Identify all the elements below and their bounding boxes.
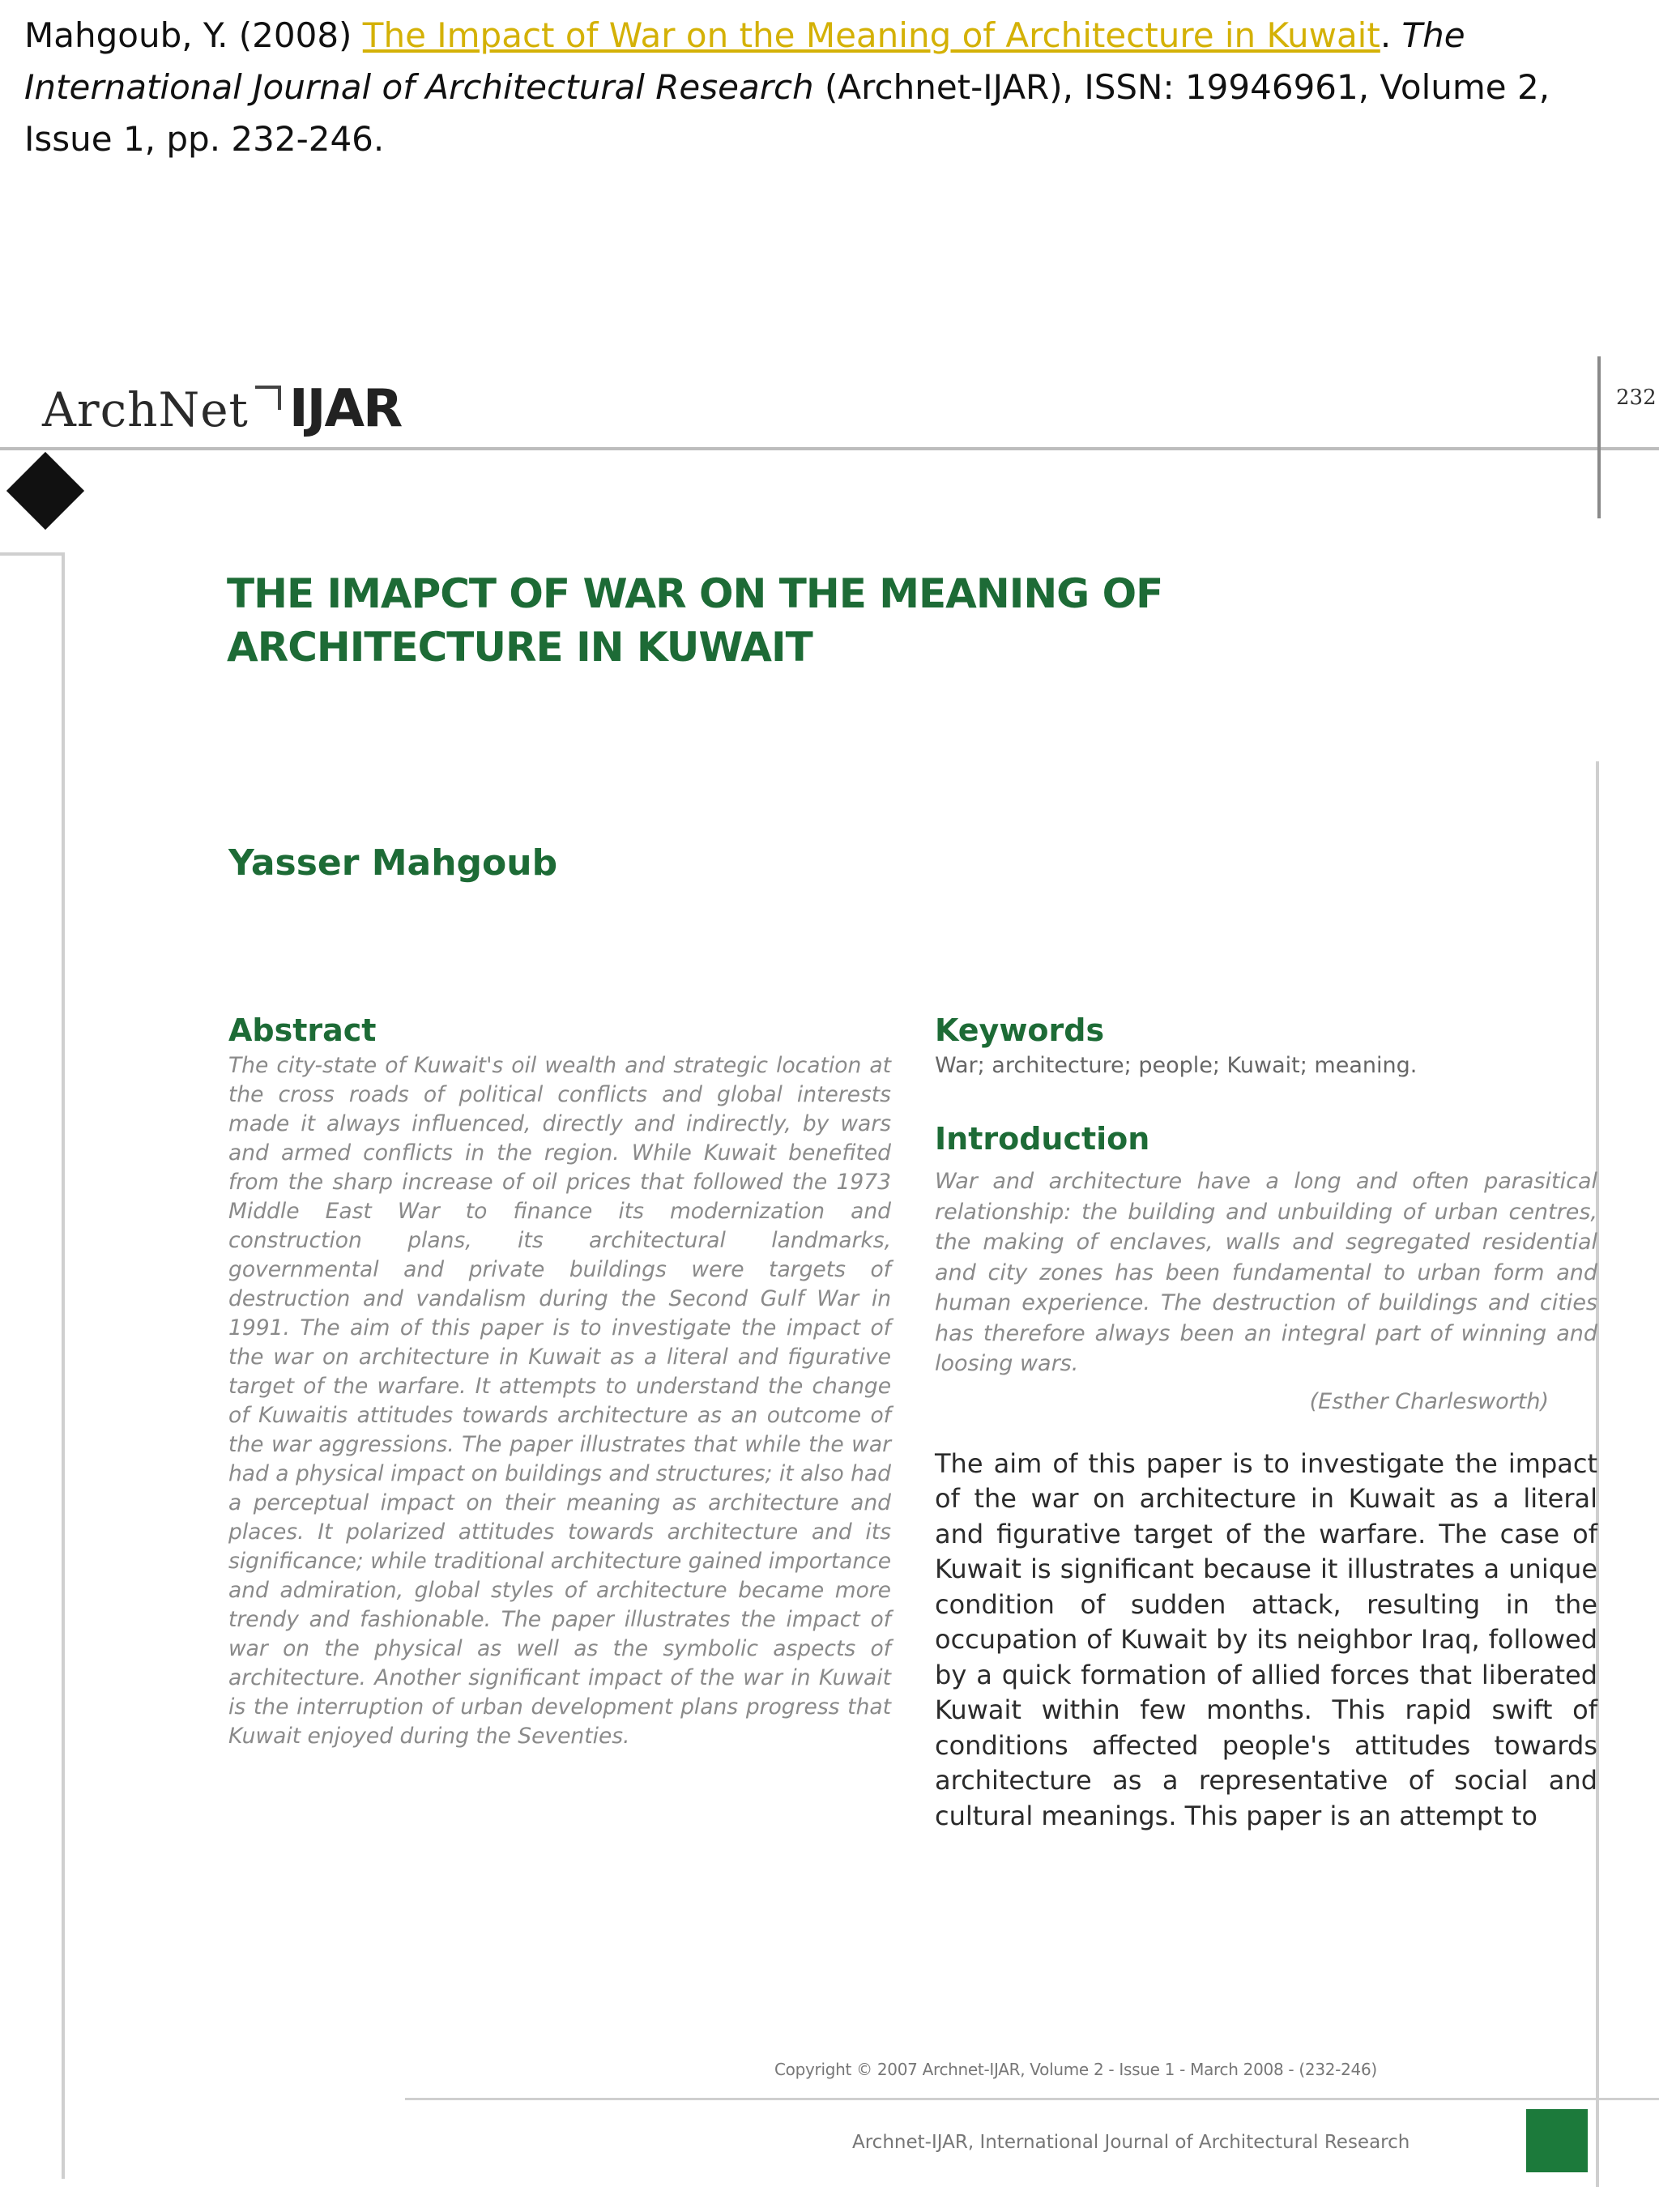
logo-ijar-text: IJAR <box>288 379 402 439</box>
keywords-text: War; architecture; people; Kuwait; meaning. <box>935 1053 1418 1078</box>
logo-bracket-icon <box>255 386 281 410</box>
left-frame-border <box>0 552 65 2179</box>
right-column <box>935 1012 1597 1834</box>
header-rule <box>0 447 1659 450</box>
intro-quote: War and architecture have a long and often parasitical relationship: the building and unbuilding of urban centres, the making of enclaves, walls and segregated residential and city zones has been fundamental to urban form and human experience. The destruction of buildings and cities has therefore always been an integral part of winning and loosing wars. <box>935 1169 1597 1376</box>
quote-attribution: (Esther Charlesworth) <box>1309 1388 1549 1414</box>
diamond-ornament-icon <box>6 452 84 530</box>
journal-logo <box>42 379 401 439</box>
introduction-body: The aim of this paper is to investigate the impact of the war on architecture in Kuwait as a literal and figurative target of the warfare. The case of Kuwait is significant because it illustrates a unique condition of sudden attack, resulting in the occupation of Kuwait by its neighbor Iraq, followed by a quick formation of allied forces that liberated Kuwait within few months. This rapid swift of conditions affected people's attitudes towards architecture as a representative of social and cultural meanings. This paper is an attempt to <box>935 1447 1597 1831</box>
citation-separator: . <box>1380 15 1402 55</box>
abstract-column <box>228 1012 891 1751</box>
copyright-line: Copyright © 2007 Archnet-IJAR, Volume 2 - Issue 1 - March 2008 - (232-246) <box>774 2060 1377 2079</box>
paper-author: Yasser Mahgoub <box>228 842 558 884</box>
header-vertical-rule <box>1597 356 1601 518</box>
citation-authors: Mahgoub, Y. (2008) <box>24 15 363 55</box>
footer-rule <box>405 2098 1659 2100</box>
keywords-heading: Keywords <box>935 1012 1105 1048</box>
citation-block <box>24 10 1628 165</box>
introduction-heading: Introduction <box>935 1121 1150 1157</box>
citation-journal: The International Journal of Architectural Research <box>24 15 1465 107</box>
scanned-article-page <box>0 340 1659 2212</box>
abstract-text: The city-state of Kuwait's oil wealth and strategic location at the cross roads of political conflicts and global interests made it always influenced, directly and indirectly, by wars and armed conflicts in the region. While Kuwait benefited from the sharp increase of oil prices that followed the 1973 Middle East War to finance its modernization and construction plans, its architectural landmarks, governmental and private buildings were targets of destruction and vandalism during the Second Gulf War in 1991. The aim of this paper is to investigate the impact of the war on architecture in Kuwait as a literal and figurative target of the warfare. It attempts to understand the change of Kuwaitis attitudes towards architecture as an outcome of the war aggressions. The paper illustrates that while the war had a physical impact on buildings and structures; it also had a perceptual impact on their meaning as architecture and places. It polarized attitudes towards architecture and its significance; while traditional architecture gained importance and admiration, global styles of architecture became more trendy and fashionable. The paper illustrates the impact of war on the physical as well as the symbolic aspects of architecture. Another significant impact of the war in Kuwait is the interruption of urban development plans progress that Kuwait enjoyed during the Seventies. <box>228 1053 891 1749</box>
page-number: 232 <box>1616 386 1657 410</box>
citation-details: (Archnet-IJAR), ISSN: 19946961, Volume 2, Issue 1, pp. 232-246. <box>24 67 1550 159</box>
logo-archnet-text: ArchNet <box>42 382 249 437</box>
article-title-link[interactable]: The Impact of War on the Meaning of Architecture in Kuwait <box>362 15 1380 55</box>
abstract-heading: Abstract <box>228 1012 377 1048</box>
footer-journal-name: Archnet-IJAR, International Journal of Architectural Research <box>852 2132 1410 2153</box>
paper-title: THE IMAPCT OF WAR ON THE MEANING OF ARCHITECTURE IN KUWAIT <box>227 570 1163 671</box>
footer-green-square <box>1526 2109 1588 2172</box>
